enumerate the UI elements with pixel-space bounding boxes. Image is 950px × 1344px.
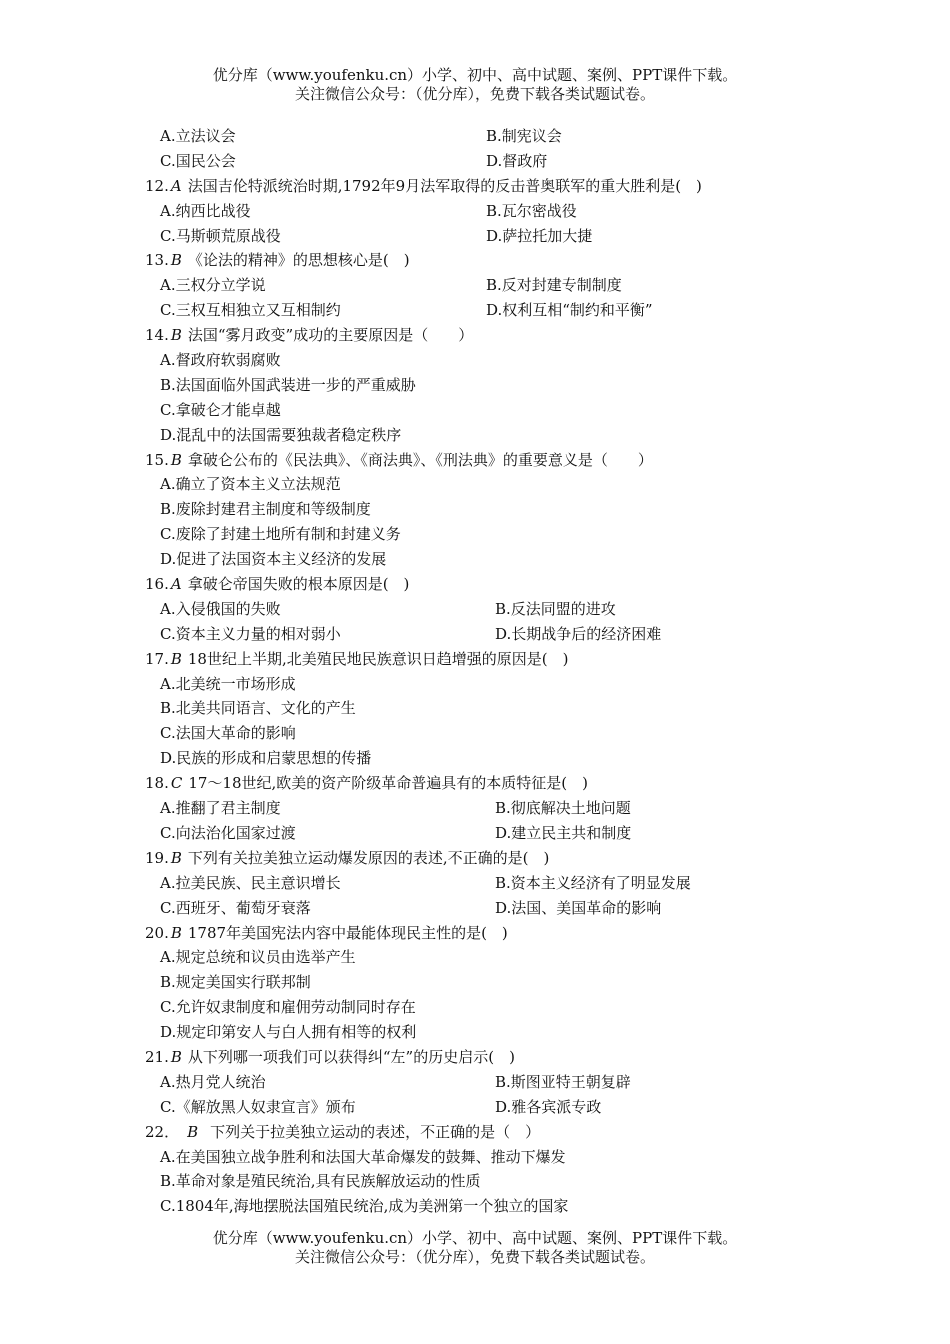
q17-stem (145, 647, 845, 672)
q20-option-d: D.规定印第安人与白人拥有相等的权利 (160, 1023, 417, 1042)
q17-option-b: B.北美共同语言、文化的产生 (160, 699, 356, 718)
q13-answer: B (170, 251, 182, 270)
q22-option-c: C.1804年,海地摆脱法国殖民统治,成为美洲第一个独立的国家 (160, 1197, 569, 1216)
q18-answer: C (170, 774, 183, 793)
q13-option-b: B.反对封建专制制度 (486, 276, 622, 295)
q14-answer: B (170, 326, 182, 345)
q21-option-c: C.《解放黑人奴隶宣言》颁布 (160, 1097, 356, 1116)
footer-line-2: 关注微信公众号：（优分库），免费下载各类试题试卷。 (294, 1248, 655, 1266)
q21-option-b: B.斯图亚特王朝复辟 (495, 1072, 631, 1091)
q21-answer: B (170, 1047, 182, 1066)
q15-option-b: B.废除封建君主制度和等级制度 (160, 500, 371, 519)
q13-stem (145, 248, 845, 273)
q18-options-row2 (145, 821, 845, 846)
q13-text: 《论法的精神》的思想核心是( ) (187, 251, 410, 270)
q11-option-a: A.立法议会 (160, 127, 236, 145)
q16-option-c: C.资本主义力量的相对弱小 (160, 624, 341, 643)
q19-number: 19. (145, 848, 169, 867)
q20-answer: B (170, 923, 182, 942)
q18-option-d: D.建立民主共和制度 (495, 823, 632, 842)
q20-number: 20. (145, 923, 169, 942)
q14-option-a: A.督政府软弱腐败 (160, 351, 281, 370)
q11-options-row2 (145, 149, 845, 174)
q12-answer: A (170, 176, 182, 195)
q14-text: 法国“雾月政变”成功的主要原因是（ ） (187, 326, 474, 345)
q22-option-a: A.在美国独立战争胜利和法国大革命爆发的鼓舞、推动下爆发 (160, 1147, 566, 1166)
q21-options-row2 (145, 1095, 845, 1120)
q20-text: 1787年美国宪法内容中最能体现民主性的是( ) (187, 923, 508, 942)
q18-options-row1 (145, 796, 845, 821)
q17-option-d: D.民族的形成和启蒙思想的传播 (160, 749, 372, 768)
q14-option-c: C.拿破仑才能卓越 (160, 400, 281, 419)
q16-text: 拿破仑帝国失败的根本原因是( ) (187, 575, 410, 594)
q21-options-row1 (145, 1070, 845, 1095)
q21-number: 21. (145, 1047, 169, 1066)
q22-text: 下列关于拉美独立运动的表述，不正确的是（ ） (210, 1122, 541, 1141)
q16-options-row1 (145, 597, 845, 622)
q14-stem (145, 323, 845, 348)
q16-number: 16. (145, 575, 169, 594)
q16-stem (145, 572, 845, 597)
header-line-1: 优分库（www.youfenku.cn）小学、初中、高中试题、案例、PPT课件下载。 (212, 66, 738, 84)
q18-option-a: A.推翻了君主制度 (160, 799, 281, 818)
q13-option-d: D.权利互相“制约和平衡” (486, 301, 653, 320)
q13-option-c: C.三权互相独立又互相制约 (160, 301, 341, 320)
q16-answer: A (170, 575, 182, 594)
q13-option-a: A.三权分立学说 (160, 276, 266, 295)
q12-option-b: B.瓦尔密战役 (486, 201, 577, 220)
q16-options-row2 (145, 622, 845, 647)
q20-option-a: A.规定总统和议员由选举产生 (160, 948, 356, 967)
q20-stem (145, 921, 845, 946)
q17-text: 18世纪上半期,北美殖民地民族意识日趋增强的原因是( ) (187, 649, 569, 668)
q12-option-d: D.萨拉托加大捷 (486, 226, 593, 245)
q12-option-a: A.纳西比战役 (160, 201, 251, 220)
q16-option-a: A.入侵俄国的失败 (160, 599, 281, 618)
q15-number: 15. (145, 450, 169, 469)
page-footer (0, 1229, 950, 1267)
q19-option-b: B.资本主义经济有了明显发展 (495, 873, 691, 892)
q17-number: 17. (145, 649, 169, 668)
q14-option-b: B.法国面临外国武装进一步的严重威胁 (160, 375, 416, 394)
q19-option-c: C.西班牙、葡萄牙衰落 (160, 898, 311, 917)
q18-option-b: B.彻底解决土地问题 (495, 799, 631, 818)
question-list (145, 124, 845, 1219)
page-header (0, 66, 950, 104)
q12-stem (145, 174, 845, 199)
q19-text: 下列有关拉美独立运动爆发原因的表述,不正确的是( ) (187, 848, 550, 867)
q14-option-d: D.混乱中的法国需要独裁者稳定秩序 (160, 425, 402, 444)
q11-option-d: D.督政府 (486, 151, 548, 170)
q15-text: 拿破仑公布的《民法典》、《商法典》、《刑法典》的重要意义是（ ） (187, 450, 653, 469)
q22-stem (145, 1120, 845, 1145)
q15-answer: B (170, 450, 182, 469)
q19-option-d: D.法国、美国革命的影响 (495, 898, 662, 917)
q21-text: 从下列哪一项我们可以获得纠“左”的历史启示( ) (187, 1047, 515, 1066)
q21-option-a: A.热月党人统治 (160, 1072, 266, 1091)
q18-text: 17～18世纪,欧美的资产阶级革命普遍具有的本质特征是( ) (188, 774, 588, 793)
q13-number: 13. (145, 251, 169, 270)
q16-option-d: D.长期战争后的经济困难 (495, 624, 662, 643)
header-line-2: 关注微信公众号：（优分库），免费下载各类试题试卷。 (294, 85, 655, 103)
q12-options-row1 (145, 199, 845, 224)
footer-line-1: 优分库（www.youfenku.cn）小学、初中、高中试题、案例、PPT课件下载。 (212, 1229, 738, 1247)
q11-option-c: C.国民公会 (160, 151, 236, 170)
q12-option-c: C.马斯顿荒原战役 (160, 226, 281, 245)
q19-option-a: A.拉美民族、民主意识增长 (160, 873, 341, 892)
q21-stem (145, 1045, 845, 1070)
q21-option-d: D.雅各宾派专政 (495, 1097, 602, 1116)
q17-answer: B (170, 649, 182, 668)
q18-option-c: C.向法治化国家过渡 (160, 823, 296, 842)
q19-answer: B (170, 848, 182, 867)
q15-option-d: D.促进了法国资本主义经济的发展 (160, 550, 387, 569)
q19-options-row2 (145, 896, 845, 921)
q18-number: 18. (145, 774, 169, 793)
q12-number: 12. (145, 176, 169, 195)
q11-options-row1 (145, 124, 845, 149)
q15-stem (145, 448, 845, 473)
q13-options-row1 (145, 273, 845, 298)
q14-number: 14. (145, 326, 169, 345)
q12-options-row2 (145, 224, 845, 249)
q13-options-row2 (145, 298, 845, 323)
q22-answer: B (187, 1122, 199, 1141)
q20-option-b: B.规定美国实行联邦制 (160, 973, 311, 992)
q22-option-b: B.革命对象是殖民统治,具有民族解放运动的性质 (160, 1172, 481, 1191)
q20-option-c: C.允许奴隶制度和雇佣劳动制同时存在 (160, 998, 416, 1017)
q22-number: 22． (145, 1122, 180, 1141)
q17-option-a: A.北美统一市场形成 (160, 674, 296, 693)
q16-option-b: B.反法同盟的进攻 (495, 599, 616, 618)
q19-stem (145, 846, 845, 871)
q17-option-c: C.法国大革命的影响 (160, 724, 296, 743)
q18-stem (145, 771, 845, 796)
q15-option-c: C.废除了封建土地所有制和封建义务 (160, 525, 401, 544)
q12-text: 法国吉伦特派统治时期,1792年9月法军取得的反击普奥联军的重大胜利是( ) (187, 176, 702, 195)
q15-option-a: A.确立了资本主义立法规范 (160, 475, 341, 494)
q11-option-b: B.制宪议会 (486, 127, 562, 145)
q19-options-row1 (145, 871, 845, 896)
